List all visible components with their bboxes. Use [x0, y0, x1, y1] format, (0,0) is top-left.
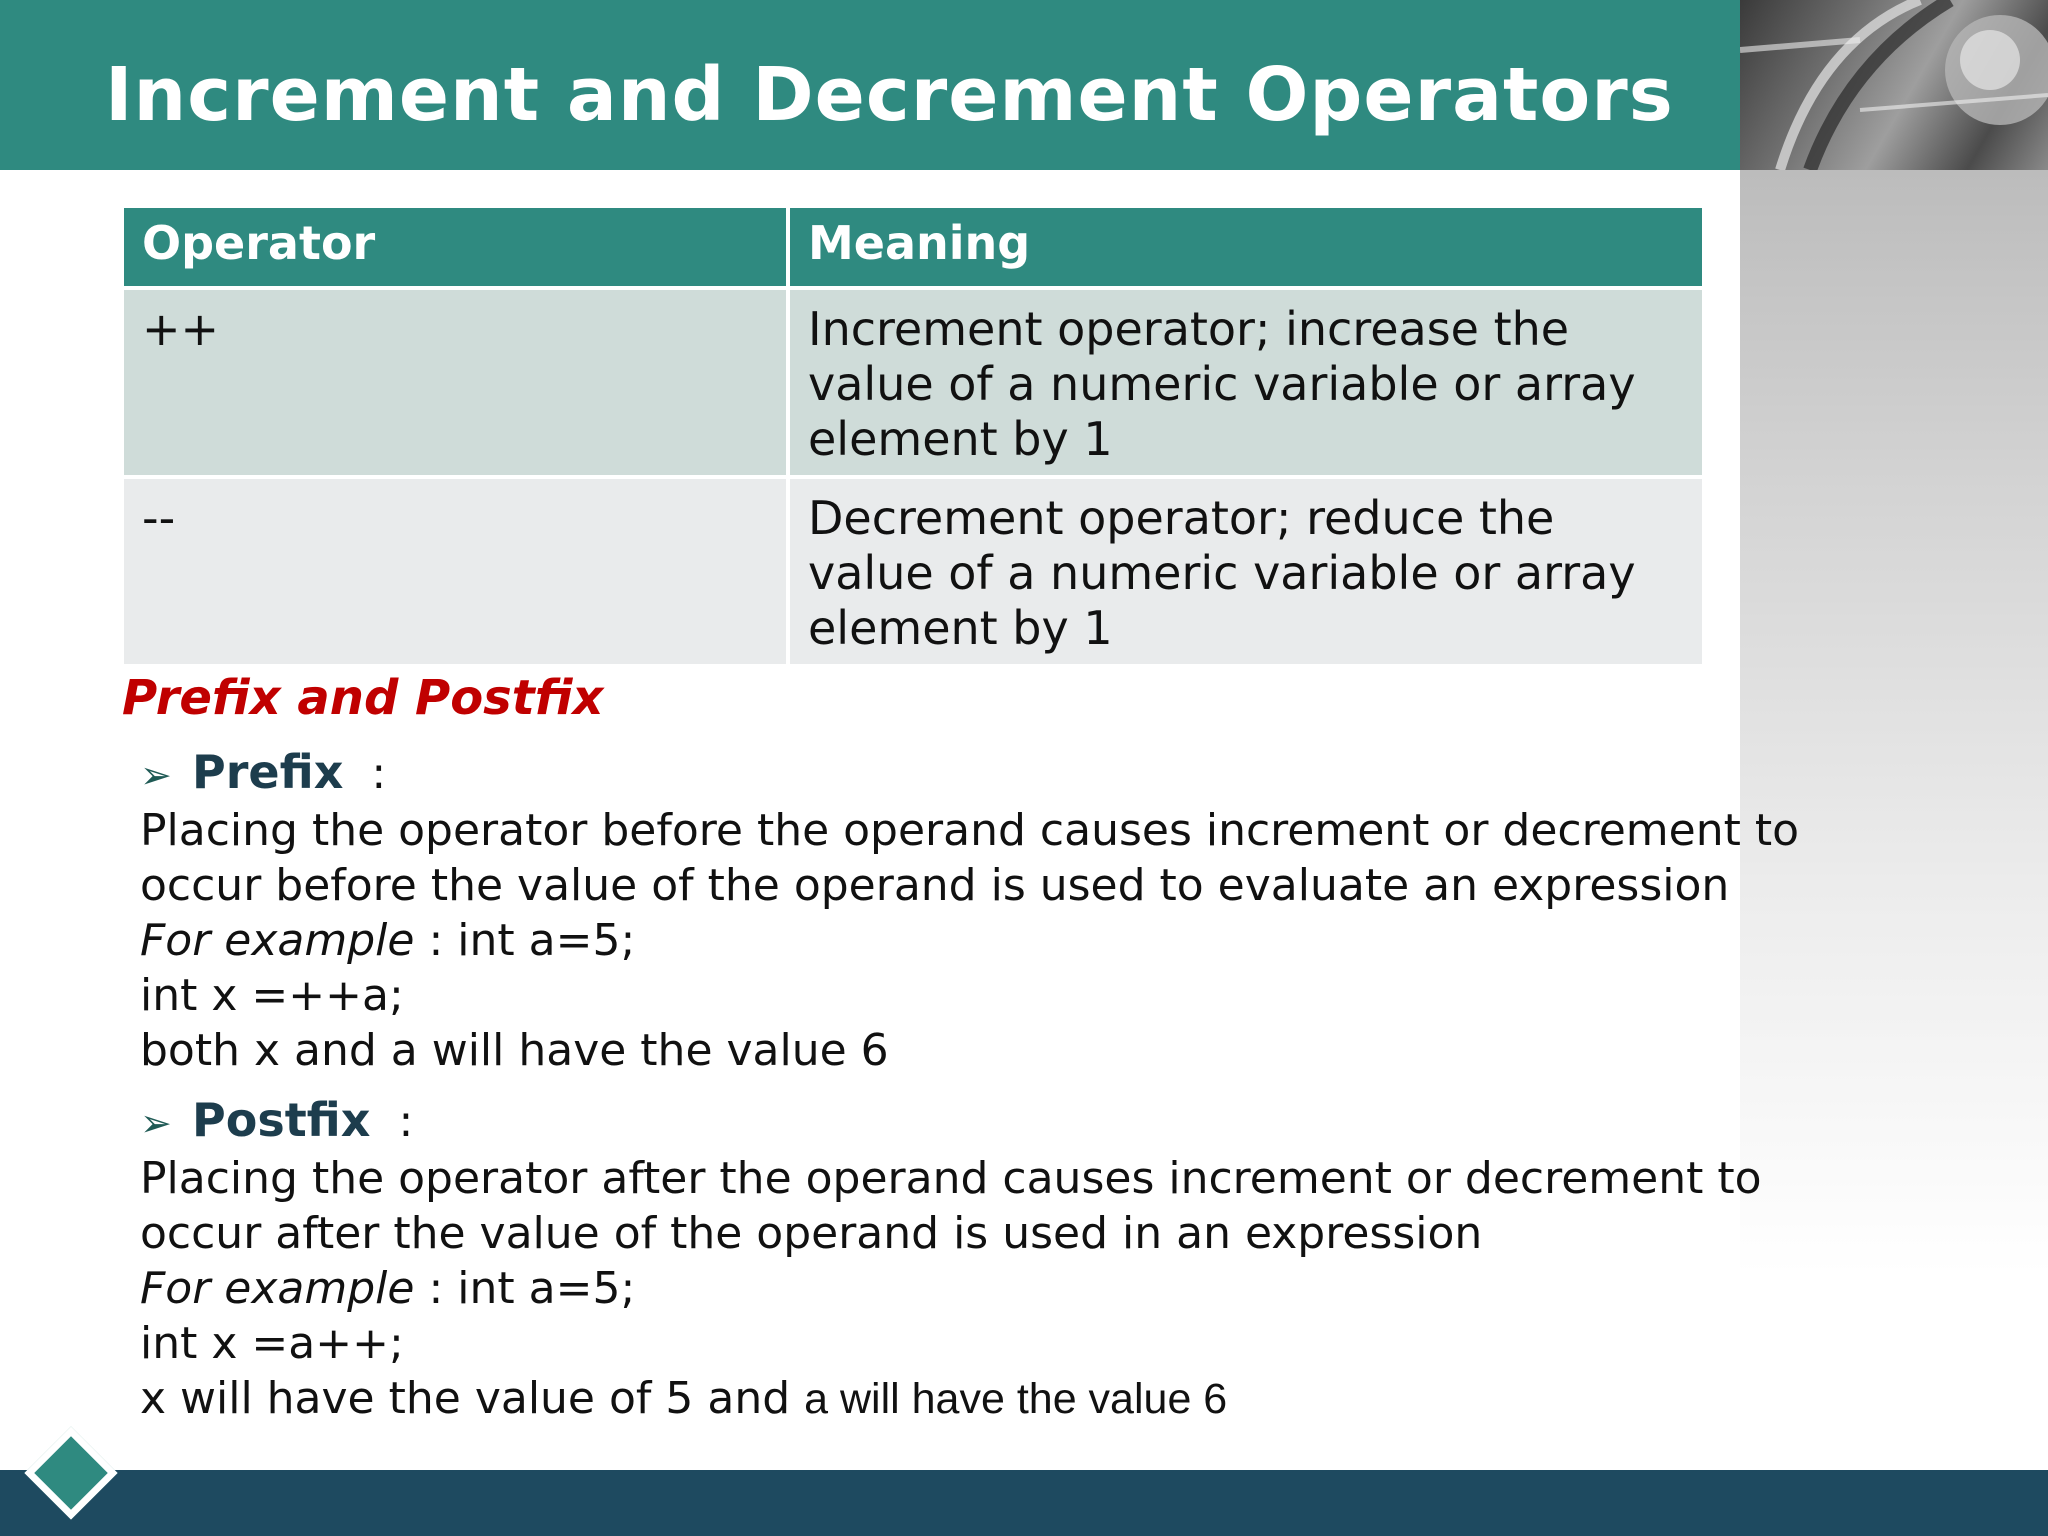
- title-bar: [0, 0, 1740, 170]
- prefix-code-line: int x =++a;: [140, 970, 404, 1021]
- meaning-line: value of a numeric variable or array: [808, 357, 1636, 411]
- postfix-example: [140, 1261, 1900, 1316]
- postfix-example-label: For example: [140, 1263, 415, 1314]
- postfix-colon: :: [398, 1096, 414, 1147]
- prefix-term: Prefix: [192, 745, 344, 799]
- prefix-desc-line: Placing the operator before the operand causes increment or decrement to: [140, 805, 1800, 856]
- operators-table: [120, 204, 1706, 668]
- table-row: [122, 477, 1704, 666]
- table-header-row: [122, 206, 1704, 288]
- table-row: [122, 288, 1704, 477]
- meaning-line: element by 1: [808, 412, 1113, 466]
- prefix-block: [140, 745, 1900, 1078]
- corner-decorative-image: [1740, 0, 2048, 170]
- postfix-bullet: [140, 1093, 1900, 1151]
- meaning-line: value of a numeric variable or array: [808, 546, 1636, 600]
- prefix-colon: :: [371, 748, 387, 799]
- operator-cell: ++: [122, 288, 788, 477]
- prefix-example: [140, 913, 1900, 968]
- abstract-metal-icon: [1740, 0, 2048, 170]
- prefix-example-label: For example: [140, 915, 415, 966]
- header-operator: Operator: [122, 206, 788, 288]
- meaning-cell: [788, 288, 1704, 477]
- postfix-term: Postfix: [192, 1093, 371, 1147]
- prefix-result: both x and a will have the value 6: [140, 1025, 889, 1076]
- postfix-result: [140, 1371, 1900, 1427]
- header-meaning: Meaning: [788, 206, 1704, 288]
- arrow-bullet-icon: ➢: [140, 753, 172, 797]
- meaning-cell: [788, 477, 1704, 666]
- postfix-example-code: : int a=5;: [414, 1263, 636, 1314]
- postfix-code-line: int x =a++;: [140, 1318, 404, 1369]
- meaning-line: element by 1: [808, 601, 1113, 655]
- postfix-result-a: x will have the value of 5 and: [140, 1373, 805, 1424]
- slide-title: Increment and Decrement Operators: [105, 52, 1674, 138]
- arrow-bullet-icon: ➢: [140, 1101, 172, 1145]
- postfix-desc-line: occur after the value of the operand is used in an expression: [140, 1208, 1483, 1259]
- section-heading: Prefix and Postfix: [122, 670, 604, 726]
- prefix-example-code: : int a=5;: [414, 915, 636, 966]
- meaning-line: Decrement operator; reduce the: [808, 491, 1555, 545]
- prefix-desc-line: occur before the value of the operand is used to evaluate an expression: [140, 860, 1730, 911]
- postfix-result-b: a will have the value 6: [804, 1375, 1228, 1423]
- operator-cell: --: [122, 477, 788, 666]
- meaning-line: Increment operator; increase the: [808, 302, 1570, 356]
- postfix-desc-line: Placing the operator after the operand causes increment or decrement to: [140, 1153, 1762, 1204]
- postfix-block: [140, 1093, 1900, 1427]
- prefix-bullet: [140, 745, 1900, 803]
- footer-bar: [0, 1470, 2048, 1536]
